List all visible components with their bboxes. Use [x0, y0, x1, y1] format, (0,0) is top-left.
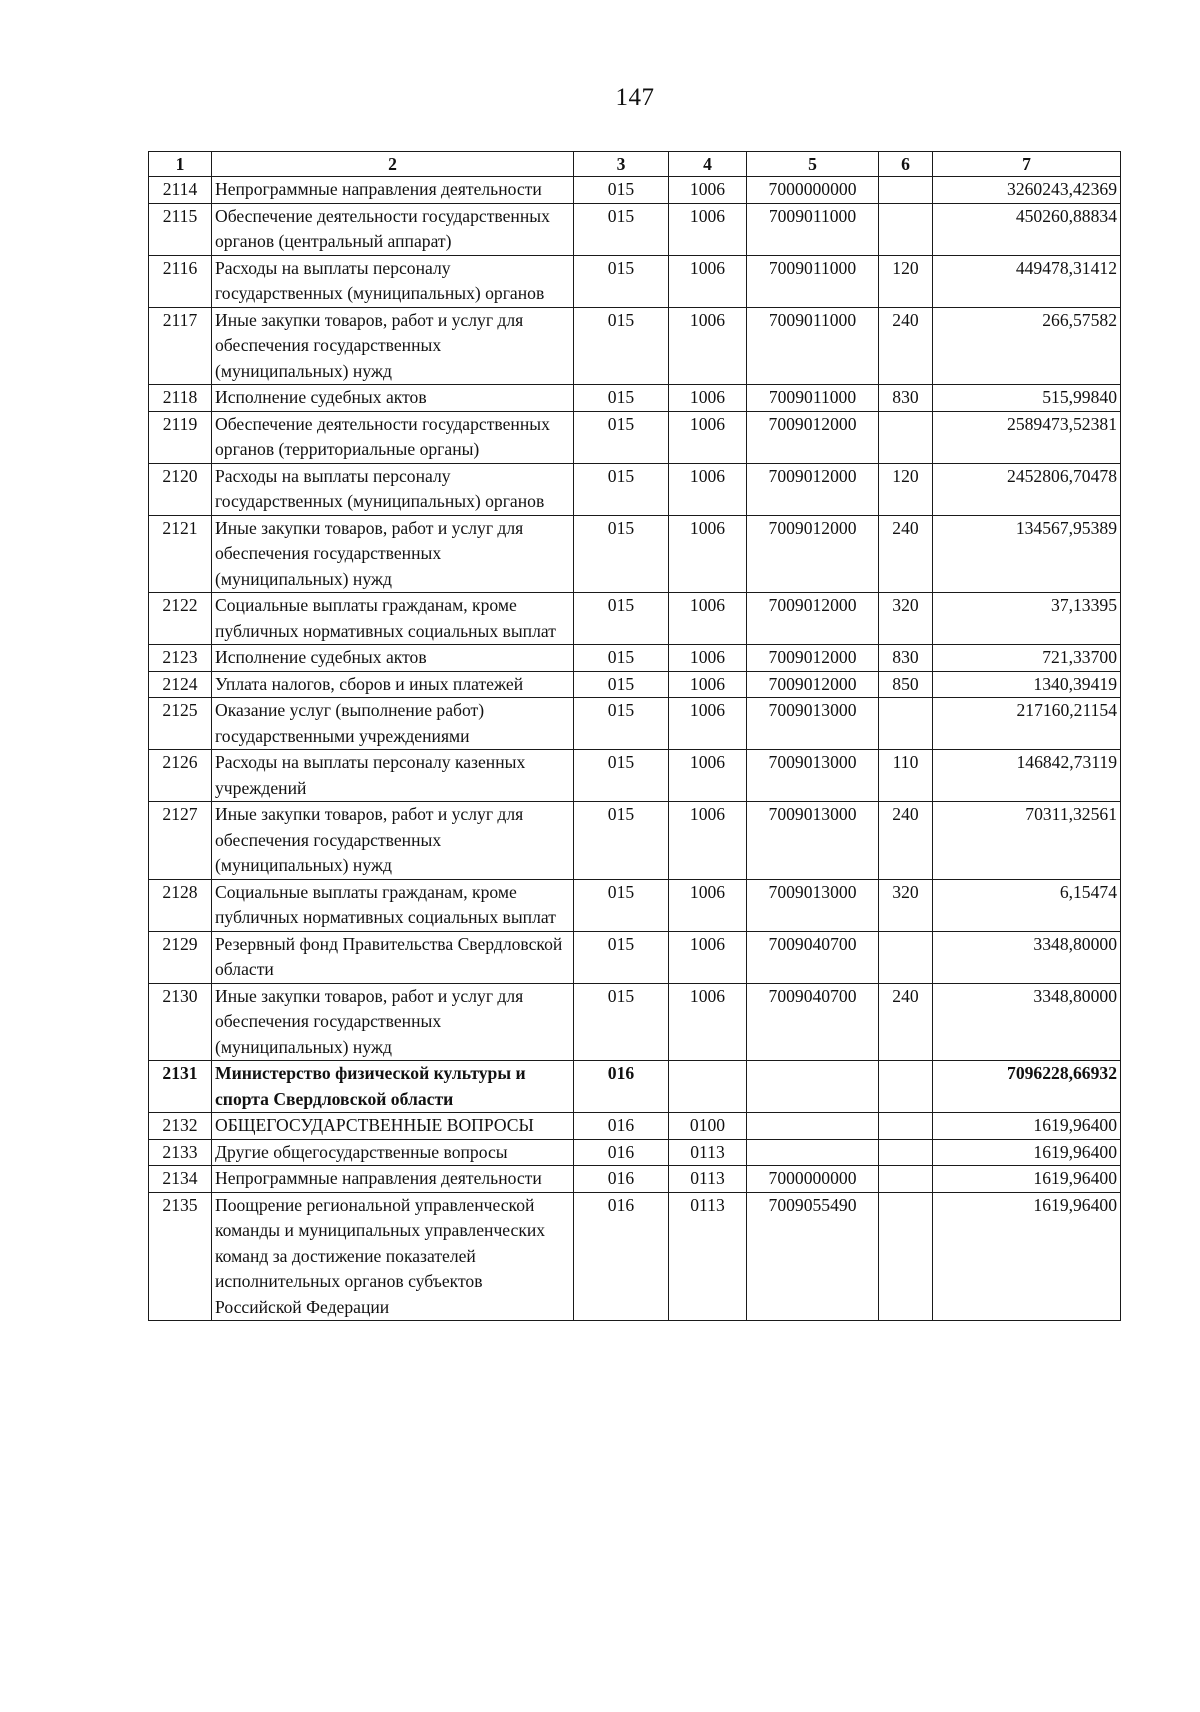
row-number: 2120	[149, 463, 212, 515]
table-row	[149, 515, 1121, 593]
expense-type-code: 320	[879, 593, 933, 645]
expense-type-code	[879, 177, 933, 204]
admin-code: 015	[574, 463, 669, 515]
row-amount: 266,57582	[933, 307, 1121, 385]
row-amount: 449478,31412	[933, 255, 1121, 307]
admin-code: 016	[574, 1113, 669, 1140]
section-code: 1006	[669, 385, 747, 412]
row-description: Социальные выплаты гражданам, кроме публичных нормативных социальных выплат	[212, 593, 574, 645]
table-row	[149, 255, 1121, 307]
row-amount: 1619,96400	[933, 1113, 1121, 1140]
row-number: 2128	[149, 879, 212, 931]
row-number: 2114	[149, 177, 212, 204]
row-description: Социальные выплаты гражданам, кроме публичных нормативных социальных выплат	[212, 879, 574, 931]
row-amount: 217160,21154	[933, 698, 1121, 750]
row-number: 2121	[149, 515, 212, 593]
section-code: 0100	[669, 1113, 747, 1140]
expense-type-code: 120	[879, 463, 933, 515]
table-row	[149, 645, 1121, 672]
table-row	[149, 307, 1121, 385]
header-cell: 3	[574, 152, 669, 177]
section-code: 1006	[669, 983, 747, 1061]
table-row	[149, 593, 1121, 645]
target-article-code	[747, 1113, 879, 1140]
row-number: 2119	[149, 411, 212, 463]
target-article-code: 7009012000	[747, 515, 879, 593]
section-code: 1006	[669, 255, 747, 307]
row-description: Расходы на выплаты персоналу казенных учреждений	[212, 750, 574, 802]
admin-code: 015	[574, 931, 669, 983]
target-article-code: 7000000000	[747, 177, 879, 204]
header-cell: 4	[669, 152, 747, 177]
target-article-code: 7009012000	[747, 645, 879, 672]
section-code: 1006	[669, 411, 747, 463]
header-cell: 7	[933, 152, 1121, 177]
admin-code: 015	[574, 515, 669, 593]
row-amount: 2589473,52381	[933, 411, 1121, 463]
row-number: 2131	[149, 1061, 212, 1113]
row-description: Непрограммные направления деятельности	[212, 177, 574, 204]
row-description: Исполнение судебных актов	[212, 385, 574, 412]
row-description: Поощрение региональной управленческой команды и муниципальных управленческих команд за достижение показателей исполнительных органов субъектов Российской Федерации	[212, 1192, 574, 1321]
section-code: 1006	[669, 177, 747, 204]
admin-code: 015	[574, 203, 669, 255]
row-amount: 1619,96400	[933, 1139, 1121, 1166]
row-number: 2123	[149, 645, 212, 672]
expense-type-code: 240	[879, 515, 933, 593]
row-amount: 7096228,66932	[933, 1061, 1121, 1113]
row-description: Расходы на выплаты персоналу государственных (муниципальных) органов	[212, 463, 574, 515]
section-code: 1006	[669, 463, 747, 515]
expense-type-code: 240	[879, 802, 933, 880]
expense-type-code	[879, 931, 933, 983]
table-row	[149, 1061, 1121, 1113]
row-description: Иные закупки товаров, работ и услуг для обеспечения государственных (муниципальных) нужд	[212, 307, 574, 385]
row-number: 2124	[149, 671, 212, 698]
row-amount: 3260243,42369	[933, 177, 1121, 204]
expense-type-code	[879, 1192, 933, 1321]
admin-code: 016	[574, 1139, 669, 1166]
target-article-code: 7009011000	[747, 307, 879, 385]
target-article-code: 7009013000	[747, 879, 879, 931]
expense-type-code: 110	[879, 750, 933, 802]
target-article-code: 7000000000	[747, 1166, 879, 1193]
row-number: 2125	[149, 698, 212, 750]
row-number: 2134	[149, 1166, 212, 1193]
admin-code: 015	[574, 593, 669, 645]
expense-type-code	[879, 203, 933, 255]
budget-table	[148, 151, 1121, 1321]
row-description: Исполнение судебных актов	[212, 645, 574, 672]
table-row	[149, 671, 1121, 698]
target-article-code: 7009012000	[747, 671, 879, 698]
row-amount: 721,33700	[933, 645, 1121, 672]
section-code: 1006	[669, 515, 747, 593]
row-description: Непрограммные направления деятельности	[212, 1166, 574, 1193]
row-description: Другие общегосударственные вопросы	[212, 1139, 574, 1166]
row-amount: 515,99840	[933, 385, 1121, 412]
header-cell: 1	[149, 152, 212, 177]
expense-type-code	[879, 1061, 933, 1113]
expense-type-code: 830	[879, 385, 933, 412]
section-code: 1006	[669, 802, 747, 880]
admin-code: 015	[574, 750, 669, 802]
row-number: 2116	[149, 255, 212, 307]
row-amount: 3348,80000	[933, 931, 1121, 983]
row-number: 2118	[149, 385, 212, 412]
section-code: 1006	[669, 931, 747, 983]
row-number: 2129	[149, 931, 212, 983]
admin-code: 015	[574, 411, 669, 463]
section-code: 0113	[669, 1166, 747, 1193]
admin-code: 015	[574, 307, 669, 385]
section-code: 1006	[669, 879, 747, 931]
page-number: 147	[615, 84, 655, 111]
header-cell: 6	[879, 152, 933, 177]
row-number: 2115	[149, 203, 212, 255]
table-row	[149, 1139, 1121, 1166]
row-number: 2117	[149, 307, 212, 385]
row-amount: 3348,80000	[933, 983, 1121, 1061]
expense-type-code: 830	[879, 645, 933, 672]
expense-type-code: 120	[879, 255, 933, 307]
admin-code: 015	[574, 385, 669, 412]
section-code: 1006	[669, 698, 747, 750]
section-code: 0113	[669, 1192, 747, 1321]
row-amount: 1619,96400	[933, 1192, 1121, 1321]
admin-code: 016	[574, 1061, 669, 1113]
table-row	[149, 385, 1121, 412]
admin-code: 015	[574, 177, 669, 204]
section-code: 1006	[669, 203, 747, 255]
section-code: 1006	[669, 671, 747, 698]
row-description: Резервный фонд Правительства Свердловской области	[212, 931, 574, 983]
row-description: ОБЩЕГОСУДАРСТВЕННЫЕ ВОПРОСЫ	[212, 1113, 574, 1140]
row-description: Обеспечение деятельности государственных органов (центральный аппарат)	[212, 203, 574, 255]
admin-code: 015	[574, 698, 669, 750]
table-row	[149, 879, 1121, 931]
table-row	[149, 983, 1121, 1061]
target-article-code: 7009012000	[747, 411, 879, 463]
table-row	[149, 698, 1121, 750]
table-row	[149, 1113, 1121, 1140]
admin-code: 015	[574, 255, 669, 307]
expense-type-code	[879, 698, 933, 750]
target-article-code: 7009012000	[747, 463, 879, 515]
table-row	[149, 411, 1121, 463]
row-number: 2133	[149, 1139, 212, 1166]
target-article-code: 7009013000	[747, 698, 879, 750]
row-description: Иные закупки товаров, работ и услуг для обеспечения государственных (муниципальных) нужд	[212, 983, 574, 1061]
target-article-code: 7009011000	[747, 385, 879, 412]
expense-type-code: 240	[879, 307, 933, 385]
row-amount: 450260,88834	[933, 203, 1121, 255]
row-number: 2126	[149, 750, 212, 802]
section-code: 1006	[669, 593, 747, 645]
expense-type-code: 850	[879, 671, 933, 698]
table-row	[149, 802, 1121, 880]
target-article-code: 7009012000	[747, 593, 879, 645]
admin-code: 015	[574, 802, 669, 880]
admin-code: 015	[574, 671, 669, 698]
row-amount: 134567,95389	[933, 515, 1121, 593]
target-article-code: 7009011000	[747, 255, 879, 307]
row-description: Иные закупки товаров, работ и услуг для обеспечения государственных (муниципальных) нужд	[212, 802, 574, 880]
expense-type-code	[879, 1166, 933, 1193]
row-amount: 1619,96400	[933, 1166, 1121, 1193]
row-number: 2135	[149, 1192, 212, 1321]
row-description: Министерство физической культуры и спорта Свердловской области	[212, 1061, 574, 1113]
admin-code: 015	[574, 645, 669, 672]
expense-type-code	[879, 411, 933, 463]
admin-code: 015	[574, 879, 669, 931]
target-article-code: 7009013000	[747, 750, 879, 802]
section-code: 1006	[669, 750, 747, 802]
table-row	[149, 931, 1121, 983]
row-amount: 1340,39419	[933, 671, 1121, 698]
target-article-code: 7009040700	[747, 931, 879, 983]
table-row	[149, 750, 1121, 802]
expense-type-code	[879, 1139, 933, 1166]
expense-type-code: 240	[879, 983, 933, 1061]
row-description: Иные закупки товаров, работ и услуг для обеспечения государственных (муниципальных) нужд	[212, 515, 574, 593]
header-row	[149, 152, 1121, 177]
admin-code: 015	[574, 983, 669, 1061]
row-amount: 70311,32561	[933, 802, 1121, 880]
row-amount: 37,13395	[933, 593, 1121, 645]
row-amount: 6,15474	[933, 879, 1121, 931]
target-article-code: 7009040700	[747, 983, 879, 1061]
section-code	[669, 1061, 747, 1113]
target-article-code	[747, 1061, 879, 1113]
section-code: 1006	[669, 645, 747, 672]
expense-type-code: 320	[879, 879, 933, 931]
target-article-code: 7009011000	[747, 203, 879, 255]
row-amount: 2452806,70478	[933, 463, 1121, 515]
expense-type-code	[879, 1113, 933, 1140]
row-amount: 146842,73119	[933, 750, 1121, 802]
row-number: 2132	[149, 1113, 212, 1140]
table-row	[149, 177, 1121, 204]
row-number: 2130	[149, 983, 212, 1061]
header-cell: 2	[212, 152, 574, 177]
table-row	[149, 463, 1121, 515]
table-row	[149, 1192, 1121, 1321]
admin-code: 016	[574, 1166, 669, 1193]
target-article-code: 7009013000	[747, 802, 879, 880]
row-number: 2122	[149, 593, 212, 645]
target-article-code: 7009055490	[747, 1192, 879, 1321]
row-number: 2127	[149, 802, 212, 880]
row-description: Оказание услуг (выполнение работ) государственными учреждениями	[212, 698, 574, 750]
row-description: Расходы на выплаты персоналу государственных (муниципальных) органов	[212, 255, 574, 307]
row-description: Уплата налогов, сборов и иных платежей	[212, 671, 574, 698]
section-code: 0113	[669, 1139, 747, 1166]
table-row	[149, 203, 1121, 255]
table-row	[149, 1166, 1121, 1193]
target-article-code	[747, 1139, 879, 1166]
admin-code: 016	[574, 1192, 669, 1321]
row-description: Обеспечение деятельности государственных органов (территориальные органы)	[212, 411, 574, 463]
header-cell: 5	[747, 152, 879, 177]
section-code: 1006	[669, 307, 747, 385]
